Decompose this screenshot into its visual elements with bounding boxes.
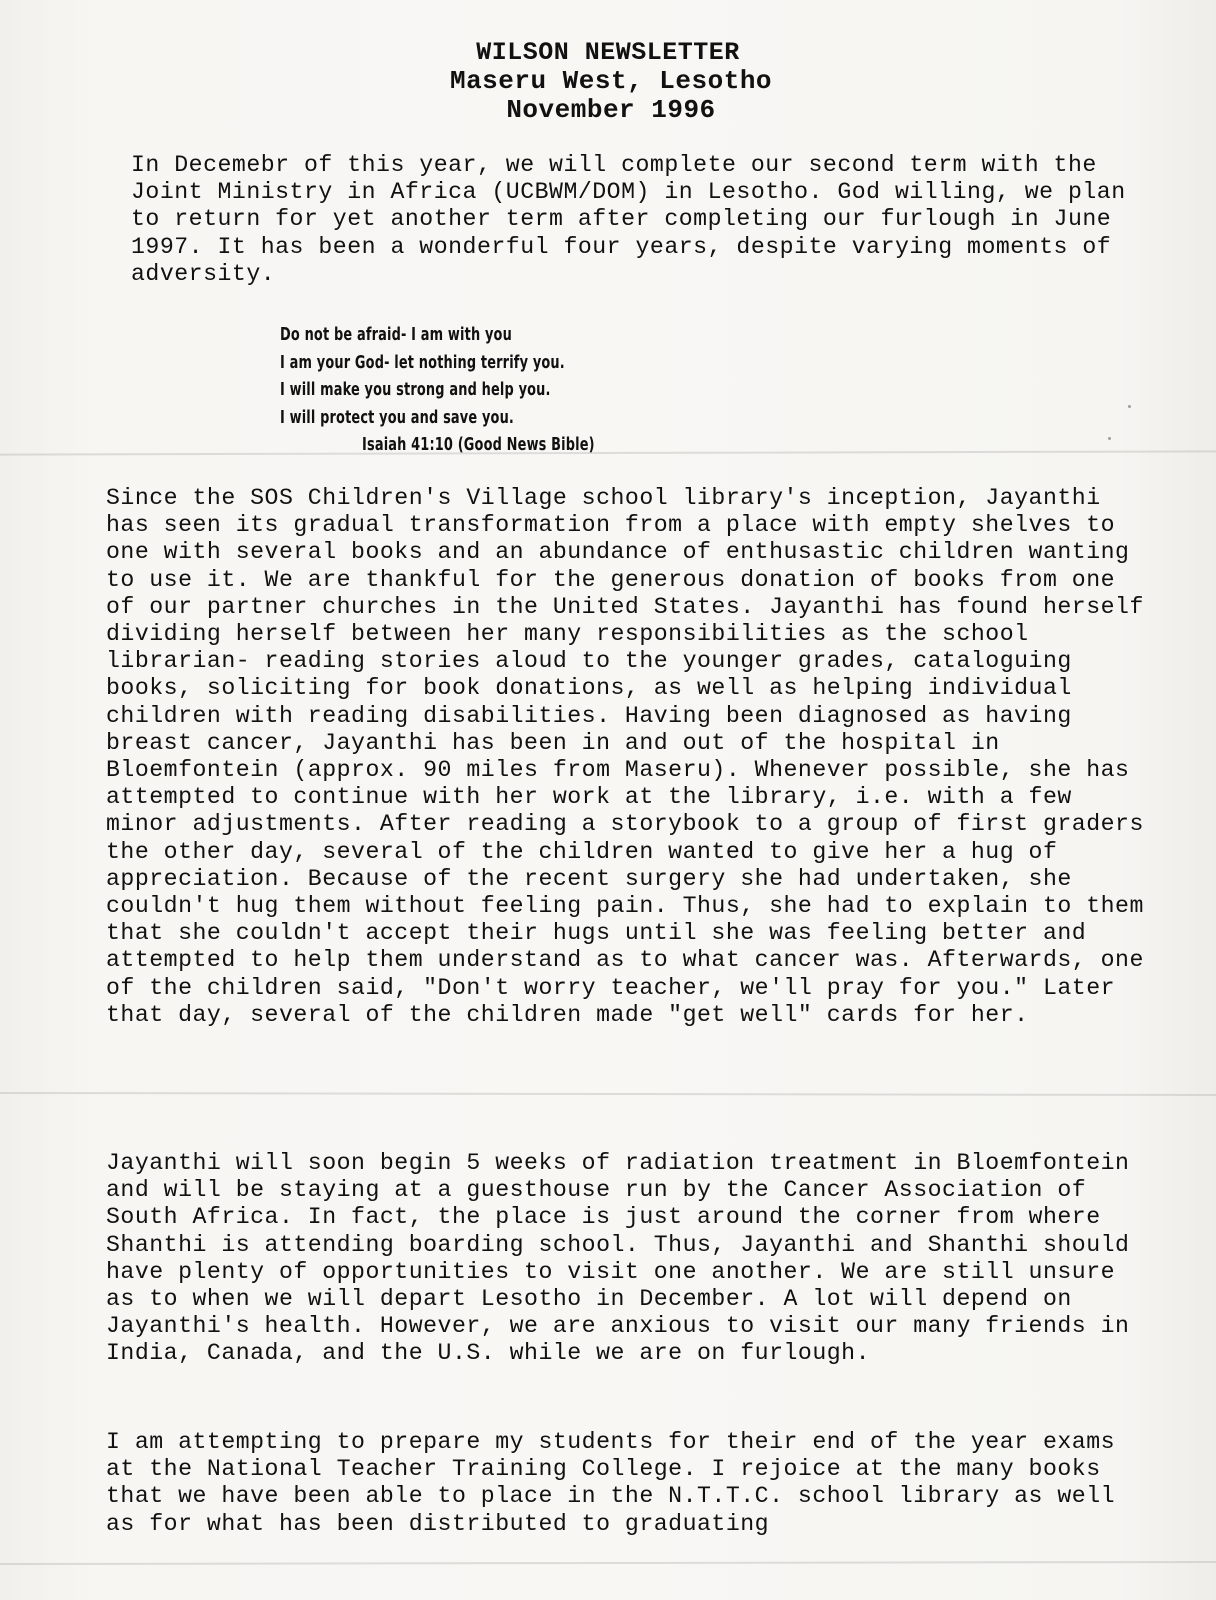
treatment-paragraph: Jayanthi will soon begin 5 weeks of radiation treatment in Bloemfontein and will be staying at a guesthouse run by the Cancer Association of South Africa. In fact, the place is just around the corner from where Shanthi is attending boarding school. Thus, Jayanthi and Shanthi should have plenty of opportunities to visit one another. We are still unsure as to when we will depart Lesotho in December. A lot will depend on Jayanthi's health. However, we are anxious to visit our many friends in India, Canada, and the U.S. while we are on furlough. [106,1150,1130,1367]
newsletter-date: November 1996 [506,95,716,125]
newsletter-location: Maseru West, Lesotho [449,66,773,96]
paper-fold-crease [0,1092,1216,1096]
scripture-quote [280,322,646,460]
verse-line: I will protect you and save you. [280,407,515,428]
paper-fold-crease [0,1561,1216,1565]
verse-line: I will make you strong and help you. [280,380,551,400]
students-paragraph: I am attempting to prepare my students for their end of the year exams at the National Teacher Training College. I rejoice at the many books that we have been able to place in the N.T.T.C. school library as well as for what has been distributed to graduating [106,1429,1116,1537]
paper-speck [1108,437,1111,440]
intro-paragraph: In Decemebr of this year, we will complete our second term with the Joint Ministry in Africa (UCBWM/DOM) in Lesotho. God willing, we plan to return for yet another term after completing our furlough in June 1997. It has been a wonderful four years, despite varying moments of adversity. [131,152,1126,287]
newsletter-header [0,38,1216,125]
verse-reference: Isaiah 41:10 (Good News Bible) [362,435,595,455]
newsletter-title: WILSON NEWSLETTER [476,38,740,67]
verse-line: Do not be afraid- I am with you [280,325,512,345]
library-paragraph: Since the SOS Children's Village school library's inception, Jayanthi has seen its gradual transformation from a place with empty shelves to one with several books and an abundance of enthusastic children wanting to use it. We are thankful for the generous donation of books from one of our partner churches in the United States. Jayanthi has found herself dividing herself between her many responsibilities as the school librarian- reading stories aloud to the younger grades, cataloguing books, soliciting for book donations, as well as helping individual children with reading disabilities. Having been diagnosed as having breast cancer, Jayanthi has been in and out of the hospital in Bloemfontein (approx. 90 miles from Maseru). Whenever possible, she has attempted to continue with her work at the library, i.e. with a few minor adjustments. After reading a storybook to a group of first graders the other day, several of the children wanted to give her a hug of appreciation. Because of the recent surgery she had undertaken, she couldn't hug them without feeling pain. Thus, she had to explain to them that she couldn't accept their hugs until she was feeling better and attempted to help them understand as to what cancer was. Afterwards, one of the children said, "Don't worry teacher, we'll pray for you." Later that day, several of the children made "get well" cards for her. [106,485,1144,1028]
verse-line: I am your God- let nothing terrify you. [280,352,565,373]
paper-speck [1128,405,1131,408]
